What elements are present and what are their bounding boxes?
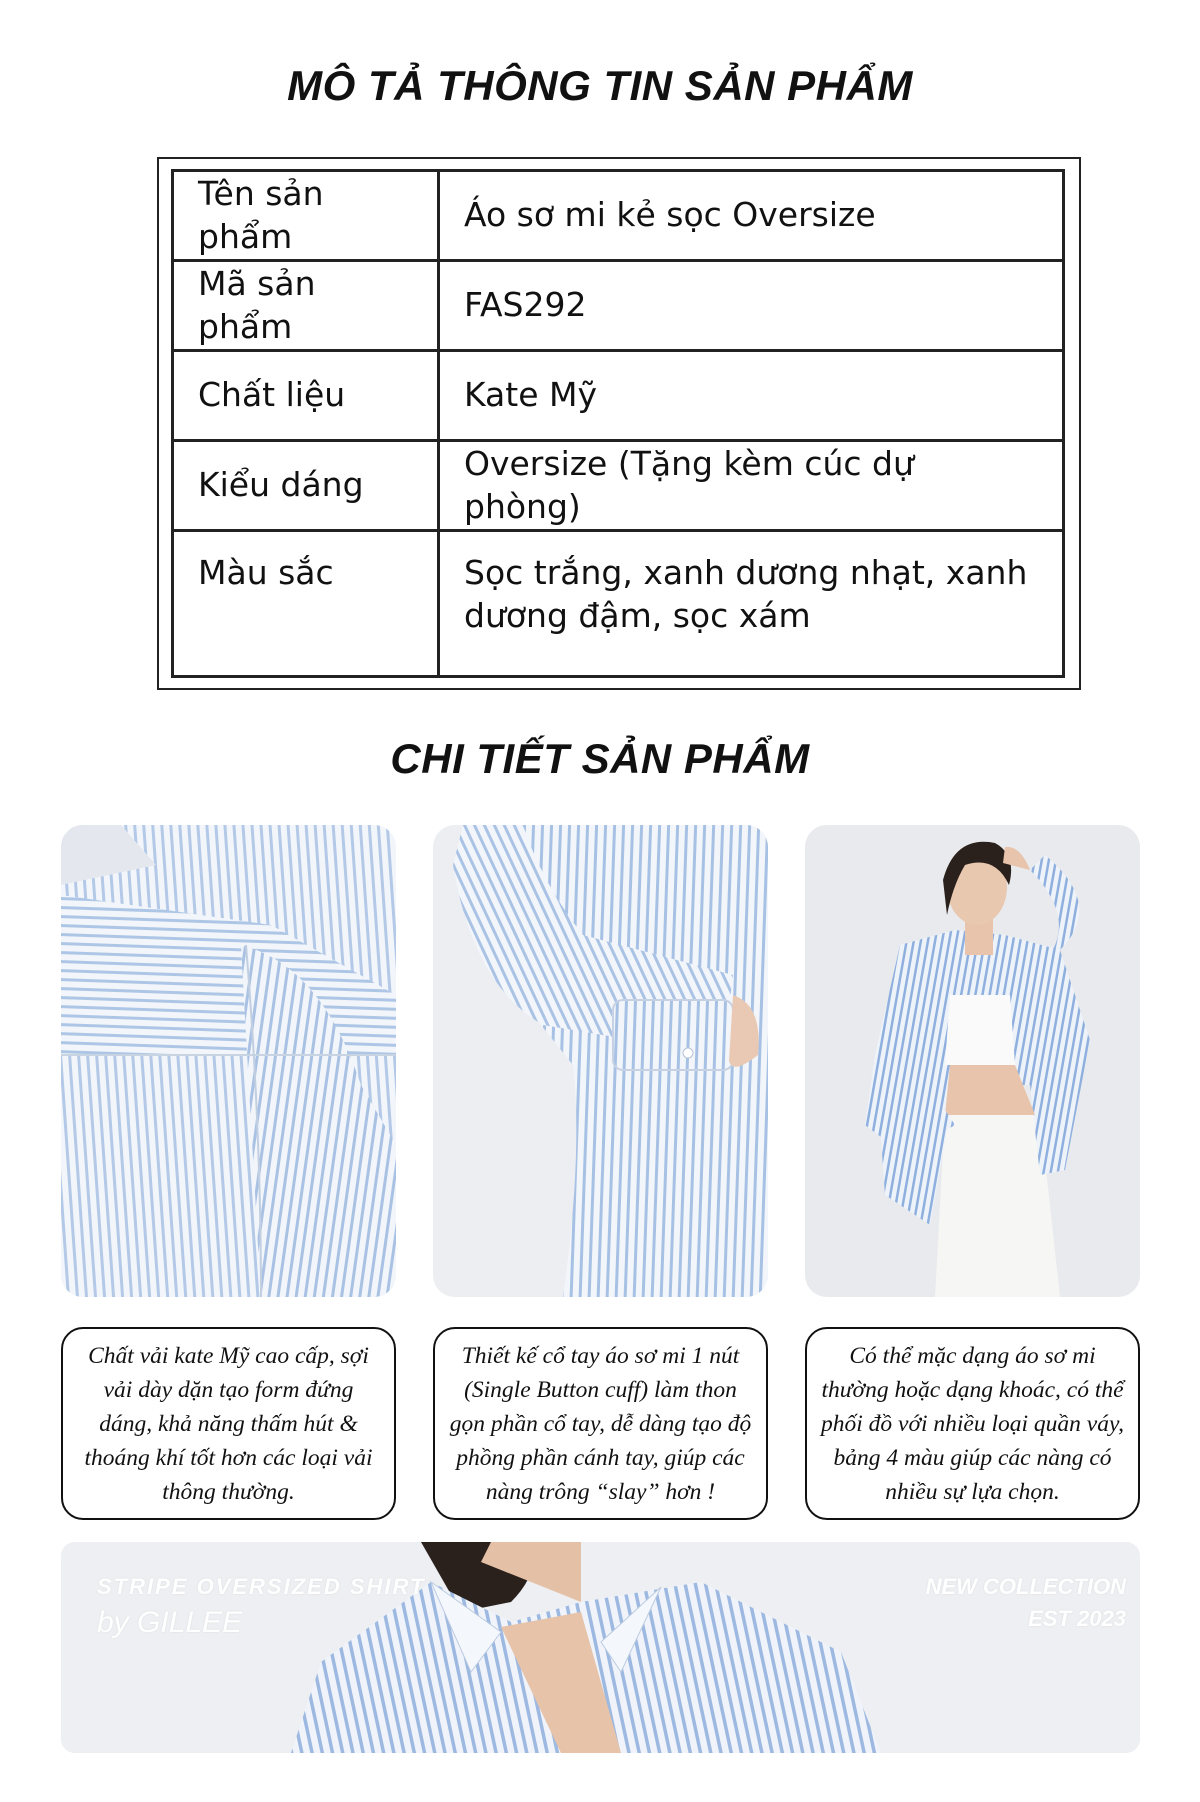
spec-label: Kiểu dáng [173, 441, 439, 531]
spec-value: Áo sơ mi kẻ sọc Oversize [439, 171, 1064, 261]
caption-text: Chất vải kate Mỹ cao cấp, sợi vải dày dặn tạo form đứng dáng, khả năng thấm hút & thoáng khí tốt hơn các loại vải thông thường. [84, 1342, 373, 1505]
detail-caption-cuff [433, 1327, 768, 1520]
spec-value: FAS292 [439, 261, 1064, 351]
detail-caption-fabric [61, 1327, 396, 1520]
collection-banner [61, 1542, 1140, 1753]
banner-title: STRIPE OVERSIZED SHIRT [97, 1574, 426, 1599]
spec-label: Tên sản phẩm [173, 171, 439, 261]
detail-photo-model [805, 825, 1140, 1297]
section-title-product-info: MÔ TẢ THÔNG TIN SẢN PHẨM [287, 62, 913, 109]
caption-text: Có thể mặc dạng áo sơ mi thường hoặc dạng khoác, có thể phối đồ với nhiều loại quần váy, bảng 4 màu giúp các nàng có nhiều sự lựa chọn. [821, 1342, 1124, 1505]
detail-caption-style [805, 1327, 1140, 1520]
spec-table [171, 169, 1065, 678]
section-title-product-detail: CHI TIẾT SẢN PHẨM [390, 735, 810, 782]
spec-value: Sọc trắng, xanh dương nhạt, xanh dương đậm, sọc xám [439, 531, 1064, 677]
banner-brand: by GILLEE [97, 1606, 243, 1639]
spec-table-frame [157, 157, 1081, 690]
detail-photo-fabric [61, 825, 396, 1297]
spec-row-style [173, 441, 1064, 531]
banner-est: EST 2023 [1028, 1606, 1126, 1631]
model-illustration [805, 825, 1140, 1297]
spec-row-colors [173, 531, 1064, 677]
shirt-back-illustration [61, 825, 396, 1297]
spec-row-code [173, 261, 1064, 351]
spec-label: Mã sản phẩm [173, 261, 439, 351]
spec-value: Kate Mỹ [439, 351, 1064, 441]
detail-photo-cuff [433, 825, 768, 1297]
spec-value: Oversize (Tặng kèm cúc dự phòng) [439, 441, 1064, 531]
shirt-cuff-illustration [433, 825, 768, 1297]
caption-text: Thiết kế cổ tay áo sơ mi 1 nút (Single Button cuff) làm thon gọn phần cổ tay, dễ dàng tạo độ phồng phần cánh tay, giúp các nàng trông “slay” hơn ! [449, 1342, 752, 1505]
spec-row-material [173, 351, 1064, 441]
spec-label: Chất liệu [173, 351, 439, 441]
banner-collection: NEW COLLECTION [925, 1574, 1126, 1599]
spec-row-name [173, 171, 1064, 261]
spec-label: Màu sắc [173, 531, 439, 677]
